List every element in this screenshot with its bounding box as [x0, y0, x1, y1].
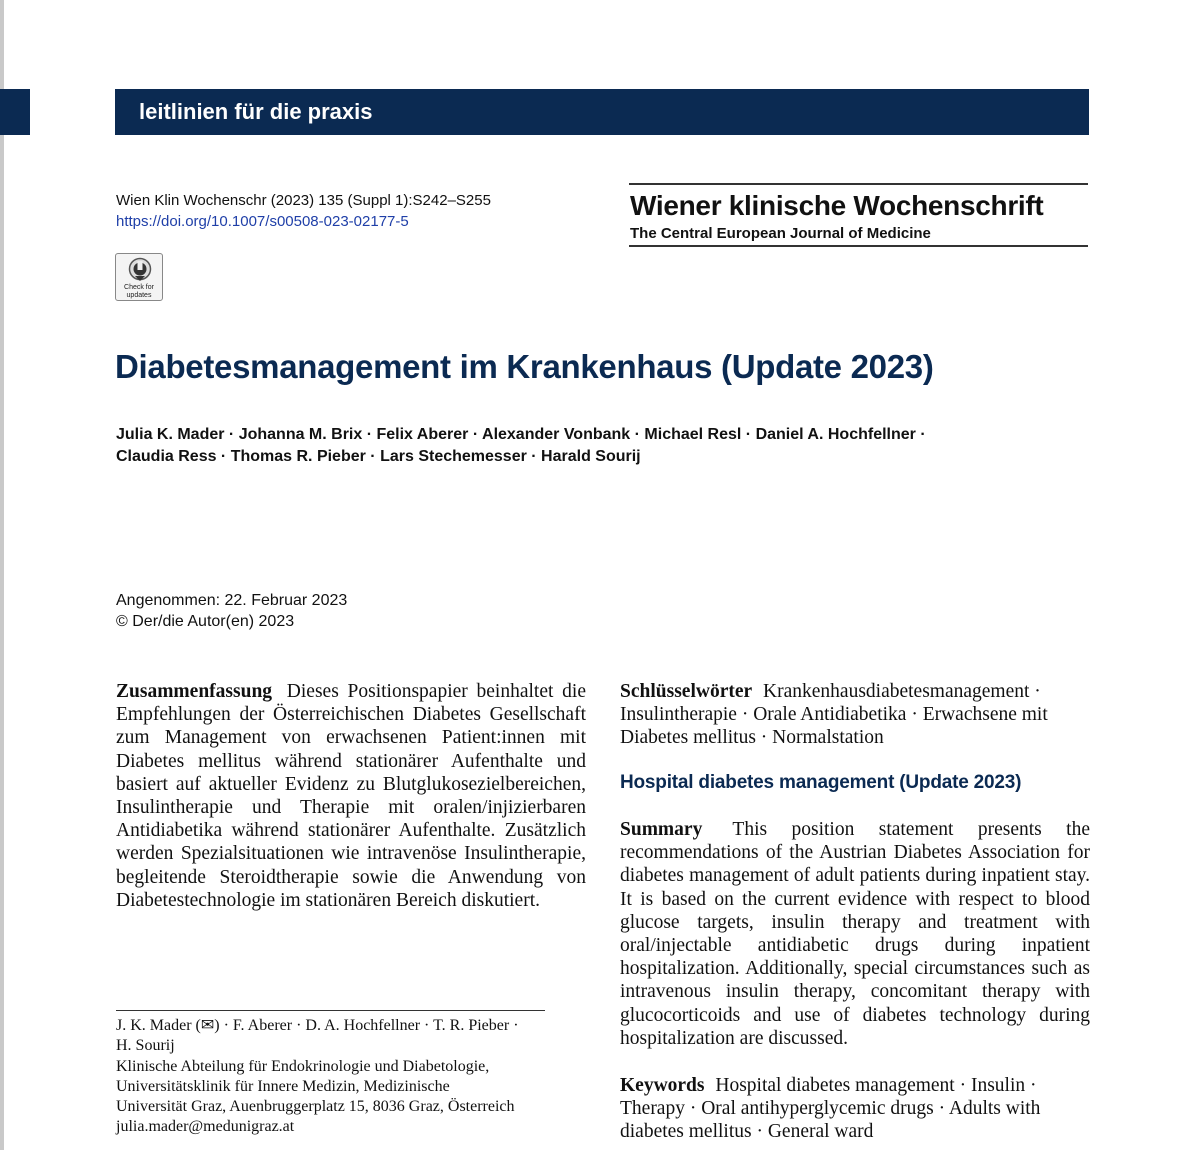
summary-text: This position statement presents the recommendations of the Austrian Diabetes Association for diabetes management of adult patients during inpatient stay. It is based on the current evidence with respect to blood glucose targets, insulin therapy and treatment with oral/injectable antidiabetic drugs during inpatient hospitalization. Additionally, special circumstances such as intravenous insulin therapy, concomitant therapy with glucocorticoids and use of diabetes technology during hospitalization are discussed.: [620, 819, 1090, 1049]
affiliation-line: H. Sourij: [116, 1037, 175, 1055]
abstract-label: Zusammenfassung: [116, 681, 273, 702]
page-edge: [0, 0, 4, 1150]
affiliation-line: Universitätsklinik für Innere Medizin, Medizinische: [116, 1077, 450, 1095]
keywords-german: [620, 680, 1090, 750]
banner-edge-marker: [0, 89, 30, 135]
article-title: Diabetesmanagement im Krankenhaus (Update 2023): [115, 348, 934, 385]
keywords-label: Schlüsselwörter: [620, 681, 753, 702]
journal-name: Wiener klinische Wochenschrift: [630, 190, 1044, 221]
abstract-text: Dieses Positionspapier beinhaltet die Empfehlungen der Österreichischen Diabetes Gesellschaft zum Management von erwachsenen Patient:innen mit Diabetes mellitus während stationärer Aufenthalte und basiert auf aktueller Evidenz zu Blutglukosezielbereichen, Insulintherapie und Therapie mit oralen/injizierbaren Antidiabetika während stationärer Aufenthalte. Zusätzlich werden Spezialsituationen wie intravenöse Insulintherapie, begleitende Steroidtherapie sowie die Anwendung von Diabetestechnologie im stationären Bereich diskutiert.: [116, 681, 586, 911]
author-affiliation: [116, 1016, 586, 1138]
author-line: Claudia Ress · Thomas R. Pieber · Lars Stechemesser · Harald Sourij: [116, 448, 641, 465]
section-banner: leitlinien für die praxis: [115, 89, 1089, 135]
contact-email[interactable]: julia.mader@medunigraz.at: [116, 1118, 295, 1136]
english-title: Hospital diabetes management (Update 2023): [620, 772, 1022, 793]
affiliation-line: Klinische Abteilung für Endokrinologie und Diabetologie,: [116, 1057, 490, 1075]
keywords-english: [620, 1074, 1090, 1144]
keywords-text: Krankenhausdiabetesmanagement · Insulintherapie · Orale Antidiabetika · Erwachsene mit Diabetes mellitus · Normalstation: [620, 681, 1048, 749]
copyright-notice: © Der/die Autor(en) 2023: [116, 613, 295, 630]
journal-subtitle: The Central European Journal of Medicine: [630, 225, 931, 242]
affiliation-line: Universität Graz, Auenbruggerplatz 15, 8036 Graz, Österreich: [116, 1098, 515, 1116]
keywords-en-label: Keywords: [620, 1075, 705, 1096]
affiliation-divider: [116, 1010, 545, 1011]
author-list: [116, 424, 1076, 468]
accepted-date: Angenommen: 22. Februar 2023: [116, 592, 348, 609]
affiliation-line: J. K. Mader (✉) · F. Aberer · D. A. Hochfellner · T. R. Pieber ·: [116, 1017, 519, 1034]
author-line: Julia K. Mader · Johanna M. Brix · Felix Aberer · Alexander Vonbank · Michael Resl · Daniel A. Hochfellner ·: [116, 426, 926, 443]
abstract-german: [116, 680, 586, 912]
doi-link[interactable]: https://doi.org/10.1007/s00508-023-02177-5: [116, 213, 409, 230]
summary-label: Summary: [620, 819, 703, 840]
check-for-updates-label: Check for updates: [124, 284, 154, 299]
summary-english: [620, 818, 1090, 1050]
publication-info: [116, 590, 347, 632]
keywords-en-text: Hospital diabetes management · Insulin · Therapy · Oral antihyperglycemic drugs · Adults with diabetes mellitus · General ward: [620, 1075, 1041, 1143]
check-for-updates-button[interactable]: [115, 253, 163, 301]
crossmark-icon: [128, 257, 152, 283]
citation: Wien Klin Wochenschr (2023) 135 (Suppl 1):S242–S255: [116, 192, 491, 209]
journal-masthead: [629, 183, 1088, 247]
